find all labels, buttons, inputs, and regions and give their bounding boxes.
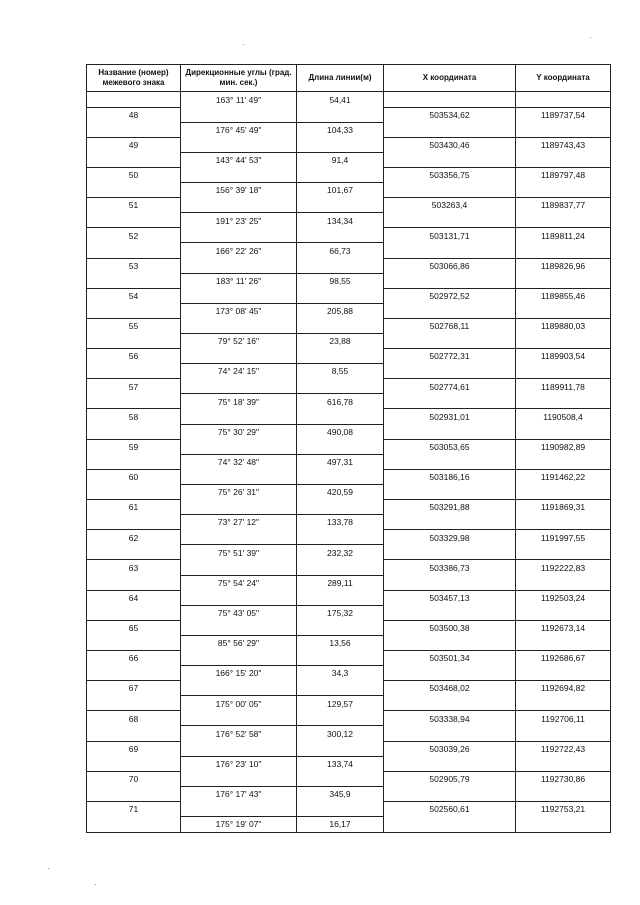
segment-length: 420,59 <box>297 484 384 499</box>
x-coordinate: 503291,88 <box>384 500 516 515</box>
segment-row <box>87 273 611 288</box>
point-name: 71 <box>87 801 181 816</box>
y-coordinate: 1189797,48 <box>516 167 611 182</box>
segment-row <box>87 243 611 258</box>
y-coordinate: 1192753,21 <box>516 801 611 816</box>
segment-row <box>87 454 611 469</box>
x-coordinate: 502905,79 <box>384 771 516 786</box>
point-name: 70 <box>87 771 181 786</box>
x-coordinate: 502768,11 <box>384 318 516 333</box>
segment-row <box>87 515 611 530</box>
segment-angle: 191° 23' 25" <box>181 213 297 228</box>
x-coordinate: 503356,75 <box>384 167 516 182</box>
segment-angle: 75° 54' 24" <box>181 575 297 590</box>
boundary-coordinates-table <box>86 64 611 833</box>
y-coordinate: 1192222,83 <box>516 560 611 575</box>
segment-row <box>87 726 611 741</box>
x-coordinate: 502772,31 <box>384 349 516 364</box>
segment-row <box>87 334 611 349</box>
segment-row <box>87 605 611 620</box>
segment-length: 129,57 <box>297 696 384 711</box>
x-coordinate: 503263,4 <box>384 198 516 213</box>
point-name: 64 <box>87 590 181 605</box>
segment-row <box>87 152 611 167</box>
segment-length: 134,34 <box>297 213 384 228</box>
point-row <box>87 741 611 756</box>
header-angle: Дирекционные углы (град. мин. сек.) <box>181 65 297 92</box>
point-row <box>87 137 611 152</box>
segment-length: 205,88 <box>297 303 384 318</box>
segment-length: 13,56 <box>297 635 384 650</box>
x-coordinate: 503066,86 <box>384 258 516 273</box>
segment-angle: 75° 43' 05" <box>181 605 297 620</box>
point-name: 62 <box>87 530 181 545</box>
point-row <box>87 107 611 122</box>
point-row <box>87 288 611 303</box>
y-coordinate: 1189911,78 <box>516 379 611 394</box>
header-point-name: Название (номер) межевого знака <box>87 65 181 92</box>
y-coordinate: 1191869,31 <box>516 500 611 515</box>
segment-row <box>87 364 611 379</box>
segment-length: 616,78 <box>297 394 384 409</box>
segment-angle: 74° 24' 15" <box>181 364 297 379</box>
segment-length: 289,11 <box>297 575 384 590</box>
segment-angle: 75° 51' 39" <box>181 545 297 560</box>
segment-angle: 75° 26' 31" <box>181 484 297 499</box>
segment-row <box>87 696 611 711</box>
point-name: 57 <box>87 379 181 394</box>
segment-angle: 175° 00' 05" <box>181 696 297 711</box>
x-coordinate: 502972,52 <box>384 288 516 303</box>
segment-row <box>87 424 611 439</box>
segment-row <box>87 545 611 560</box>
segment-row <box>87 756 611 771</box>
segment-row <box>87 303 611 318</box>
point-name: 65 <box>87 620 181 635</box>
scan-speck <box>48 868 49 869</box>
point-row <box>87 318 611 333</box>
point-row <box>87 379 611 394</box>
segment-length: 175,32 <box>297 605 384 620</box>
segment-row <box>87 666 611 681</box>
x-coordinate: 503186,16 <box>384 469 516 484</box>
point-name: 67 <box>87 681 181 696</box>
point-name: 53 <box>87 258 181 273</box>
segment-length: 133,78 <box>297 515 384 530</box>
segment-angle: 75° 18' 39" <box>181 394 297 409</box>
point-name: 51 <box>87 198 181 213</box>
point-row <box>87 681 611 696</box>
y-coordinate: 1192694,82 <box>516 681 611 696</box>
y-coordinate: 1189837,77 <box>516 198 611 213</box>
y-coordinate: 1189737,54 <box>516 107 611 122</box>
point-row <box>87 771 611 786</box>
x-coordinate: 503457,13 <box>384 590 516 605</box>
segment-length: 34,3 <box>297 666 384 681</box>
segment-length: 104,33 <box>297 122 384 137</box>
y-coordinate: 1192686,67 <box>516 650 611 665</box>
x-coordinate: 503386,73 <box>384 560 516 575</box>
x-coordinate: 503501,34 <box>384 650 516 665</box>
header-length: Длина линии(м) <box>297 65 384 92</box>
point-row <box>87 439 611 454</box>
segment-angle: 156° 39' 18" <box>181 183 297 198</box>
segment-row <box>87 786 611 801</box>
segment-angle: 176° 23' 10" <box>181 756 297 771</box>
segment-angle: 173° 08' 45" <box>181 303 297 318</box>
point-name: 59 <box>87 439 181 454</box>
x-coordinate: 503131,71 <box>384 228 516 243</box>
point-row <box>87 409 611 424</box>
segment-length: 54,41 <box>297 92 384 108</box>
y-coordinate: 1190508,4 <box>516 409 611 424</box>
y-coordinate: 1192722,43 <box>516 741 611 756</box>
point-name: 52 <box>87 228 181 243</box>
y-coordinate: 1189855,46 <box>516 288 611 303</box>
x-coordinate: 502560,61 <box>384 801 516 816</box>
segment-length: 345,9 <box>297 786 384 801</box>
segment-length: 66,73 <box>297 243 384 258</box>
segment-row <box>87 575 611 590</box>
point-row <box>87 650 611 665</box>
table-header-row <box>87 65 611 92</box>
segment-angle: 166° 22' 26" <box>181 243 297 258</box>
point-row <box>87 530 611 545</box>
point-row <box>87 801 611 816</box>
segment-length: 133,74 <box>297 756 384 771</box>
point-name: 56 <box>87 349 181 364</box>
point-name: 48 <box>87 107 181 122</box>
segment-length: 232,32 <box>297 545 384 560</box>
segment-angle: 74° 32' 48" <box>181 454 297 469</box>
segment-length: 23,88 <box>297 334 384 349</box>
segment-row <box>87 183 611 198</box>
y-coordinate: 1189903,54 <box>516 349 611 364</box>
point-row <box>87 560 611 575</box>
segment-length: 101,67 <box>297 183 384 198</box>
segment-row <box>87 635 611 650</box>
y-coordinate: 1191997,55 <box>516 530 611 545</box>
segment-angle: 176° 17' 43" <box>181 786 297 801</box>
point-row <box>87 228 611 243</box>
segment-angle: 176° 52' 58" <box>181 726 297 741</box>
point-name: 50 <box>87 167 181 182</box>
x-coordinate: 503338,94 <box>384 711 516 726</box>
segment-length: 91,4 <box>297 152 384 167</box>
point-row <box>87 711 611 726</box>
segment-length: 497,31 <box>297 454 384 469</box>
y-coordinate: 1190982,89 <box>516 439 611 454</box>
point-row <box>87 258 611 273</box>
point-name: 55 <box>87 318 181 333</box>
y-coordinate: 1192730,86 <box>516 771 611 786</box>
y-coordinate: 1189743,43 <box>516 137 611 152</box>
y-coordinate: 1191462,22 <box>516 469 611 484</box>
segment-angle: 176° 45' 49" <box>181 122 297 137</box>
point-row <box>87 500 611 515</box>
segment-length: 8,55 <box>297 364 384 379</box>
point-row <box>87 469 611 484</box>
header-y-coordinate: Y координата <box>516 65 611 92</box>
point-name: 60 <box>87 469 181 484</box>
point-name: 49 <box>87 137 181 152</box>
segment-length: 16,17 <box>297 817 384 833</box>
scan-speck <box>95 884 96 885</box>
point-name: 61 <box>87 500 181 515</box>
x-coordinate: 503053,65 <box>384 439 516 454</box>
point-row <box>87 620 611 635</box>
x-coordinate: 503430,46 <box>384 137 516 152</box>
y-coordinate: 1192673,14 <box>516 620 611 635</box>
point-name: 68 <box>87 711 181 726</box>
segment-angle: 163° 11' 49" <box>181 92 297 108</box>
segment-length: 300,12 <box>297 726 384 741</box>
point-name: 54 <box>87 288 181 303</box>
point-row <box>87 167 611 182</box>
point-name: 69 <box>87 741 181 756</box>
segment-length: 98,55 <box>297 273 384 288</box>
y-coordinate: 1192706,11 <box>516 711 611 726</box>
segment-row <box>87 213 611 228</box>
segment-angle: 175° 19' 07" <box>181 817 297 833</box>
y-coordinate: 1192503,24 <box>516 590 611 605</box>
x-coordinate: 502774,61 <box>384 379 516 394</box>
x-coordinate: 503468,02 <box>384 681 516 696</box>
segment-angle: 75° 30' 29" <box>181 424 297 439</box>
segment-angle: 73° 27' 12" <box>181 515 297 530</box>
x-coordinate: 502931,01 <box>384 409 516 424</box>
header-x-coordinate: X координата <box>384 65 516 92</box>
segment-angle: 79° 52' 16" <box>181 334 297 349</box>
segment-angle: 166° 15' 20" <box>181 666 297 681</box>
scan-speck <box>590 37 591 38</box>
x-coordinate: 503500,38 <box>384 620 516 635</box>
segment-angle: 143° 44' 53" <box>181 152 297 167</box>
x-coordinate: 503039,26 <box>384 741 516 756</box>
segment-row <box>87 122 611 137</box>
segment-angle: 183° 11' 26" <box>181 273 297 288</box>
x-coordinate: 503329,98 <box>384 530 516 545</box>
point-name: 63 <box>87 560 181 575</box>
segment-row <box>87 484 611 499</box>
scan-speck <box>243 44 244 45</box>
segment-angle: 85° 56' 29" <box>181 635 297 650</box>
segment-row <box>87 817 611 833</box>
point-name: 58 <box>87 409 181 424</box>
y-coordinate: 1189826,96 <box>516 258 611 273</box>
segment-length: 490,08 <box>297 424 384 439</box>
point-name: 66 <box>87 650 181 665</box>
table-body <box>87 92 611 833</box>
point-row <box>87 198 611 213</box>
y-coordinate: 1189880,03 <box>516 318 611 333</box>
segment-row <box>87 394 611 409</box>
point-row <box>87 349 611 364</box>
y-coordinate: 1189811,24 <box>516 228 611 243</box>
segment-row <box>87 92 611 108</box>
x-coordinate: 503534,62 <box>384 107 516 122</box>
point-row <box>87 590 611 605</box>
